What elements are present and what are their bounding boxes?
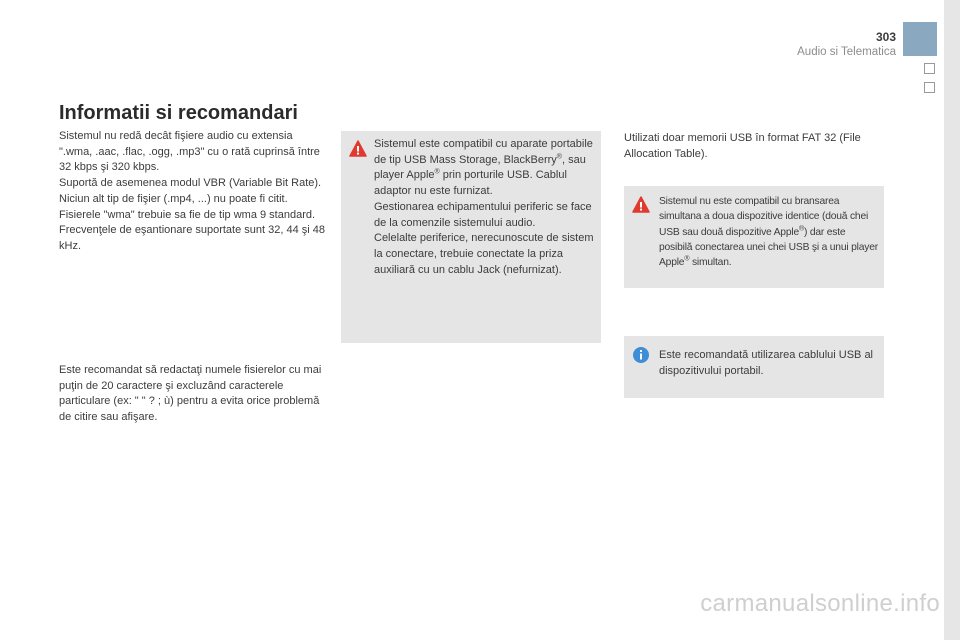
usb-format-paragraph: Utilizati doar memorii USB în format FAT 32 (File Allocation Table). [624, 132, 861, 160]
page-title: Informatii si recomandari [59, 102, 298, 124]
text-line: Niciun alt tip de fişier (.mp4, ...) nu poate fi citit. [59, 192, 288, 205]
info-icon [632, 346, 650, 364]
text-line: Sistemul nu redă decât fişiere audio cu extensia ".wma, .aac, .flac, .ogg, .mp3" cu o rată cuprinsă între 32 kbps şi 320 kbps. [59, 130, 320, 174]
warning-text-part: Celelalte periferice, nerecunoscute de sistem la conectare, trebuie conectate la priza auxiliară cu un cablu Jack (nefurnizat). [374, 232, 594, 276]
warning-text [374, 137, 596, 278]
info-text: Este recomandată utilizarea cablului USB al dispozitivului portabil. [659, 349, 874, 377]
registered-mark: ® [556, 153, 562, 161]
warning-text-part: simultan. [689, 257, 732, 269]
compatibility-warning-box [341, 131, 601, 343]
warning-icon [349, 140, 367, 158]
chapter-tab [903, 22, 937, 56]
warning-icon [632, 196, 650, 214]
warning-text-part: Gestionarea echipamentului periferic se face de la comenzile sistemului audio. [374, 200, 592, 229]
warning-text-part: prin porturile USB. Cablul adaptor nu este furnizat. [374, 169, 567, 198]
warning-text-part: ) dar este posibilă conectarea unei chei USB şi a unui player Apple [659, 226, 878, 269]
warning-text-part: , sau player Apple [374, 153, 586, 182]
usb-cable-info-box [624, 336, 884, 398]
warning-text-part: Sistemul nu este compatibil cu bransarea simultana a doua dispozitive identice (două chei USB sau două dispozitive Apple [659, 196, 869, 238]
audio-format-paragraph [59, 129, 327, 255]
registered-mark: ® [798, 225, 804, 233]
text-line: Fisierele "wma" trebuie sa fie de tip wma 9 standard. [59, 208, 316, 221]
chapter-marker-square [924, 82, 935, 93]
filename-recommendation-paragraph: Este recomandat să redactaţi numele fisierelor cu mai puţin de 20 caractere şi excluzând caracterele particulare (ex: " " ? ; ù) pentru a evita orice problemă de citire sau afişare. [59, 364, 322, 424]
page-number: 303 [875, 30, 896, 44]
text-line: Suportă de asemenea modul VBR (Variable Bit Rate). [59, 177, 322, 190]
warning-text [659, 194, 881, 270]
section-label: Audio si Telematica [797, 46, 896, 58]
simultaneous-connection-warning-box [624, 186, 884, 288]
chapter-marker-square [924, 63, 935, 74]
page-edge-strip [944, 0, 960, 640]
text-line: Frecvenţele de eşantionare suportate sunt 32, 44 şi 48 kHz. [59, 224, 326, 252]
warning-text-part: Sistemul este compatibil cu aparate portabile de tip USB Mass Storage, BlackBerry [374, 138, 593, 166]
watermark: carmanualsonline.info [700, 590, 940, 617]
registered-mark: ® [434, 168, 440, 176]
registered-mark: ® [684, 255, 690, 263]
